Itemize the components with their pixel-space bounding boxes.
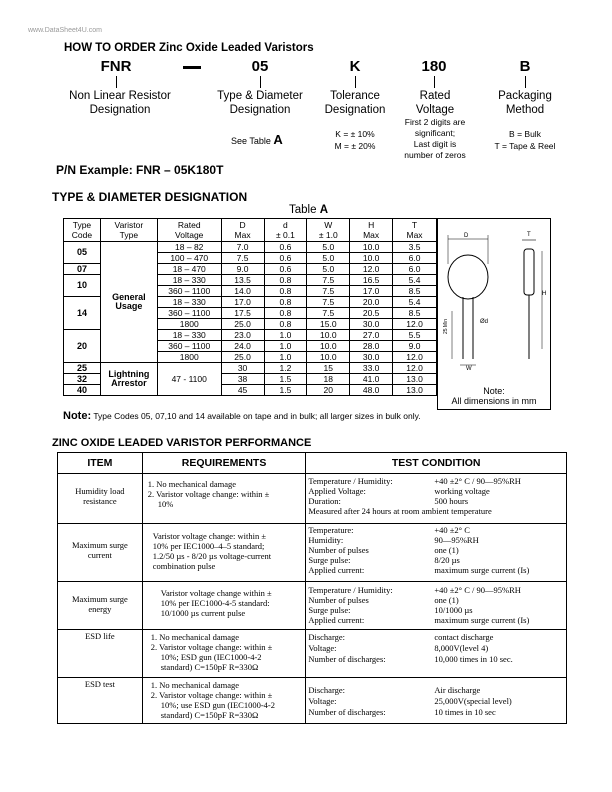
dim-label-W: W	[466, 366, 472, 372]
req-humidity: 1. No mechanical damage 2. Varistor voltage change: within ± 10%	[142, 474, 306, 524]
table-cell: 18 – 330	[157, 275, 221, 286]
table-cell: 16.5	[350, 275, 393, 286]
table-cell: 12.0	[350, 264, 393, 275]
table-cell: 0.8	[264, 297, 307, 308]
section-title-performance: ZINC OXIDE LEADED VARISTOR PERFORMANCE	[52, 437, 312, 449]
table-cell: 13.0	[393, 385, 437, 396]
req-esd-test: 1. No mechanical damage 2. Varistor voltage change: within ± 10%; use ESD gun (IEC1000-4-2 standard) C=150pF R=330Ω	[142, 678, 306, 724]
type-code-cell: 10	[64, 275, 101, 297]
type-code-cell: 40	[64, 385, 101, 396]
tick-5	[525, 76, 526, 88]
table-cell: 1.5	[264, 385, 307, 396]
cond-surge-current: Temperature: +40 ±2° C Humidity: 90—95%RH Number of pulses one (1) Surge pulse: 8/20 µs Applied current: maximum surge current (Is)	[306, 524, 567, 582]
table-a-note: Note: Type Codes 05, 07,10 and 14 available on tape and in bulk; all larger sizes in bulk only.	[63, 410, 421, 422]
dim-label-L: 25 Min	[443, 319, 449, 335]
table-cell: 12.0	[393, 319, 437, 330]
drawing-note: Note: All dimensions in mm	[451, 386, 537, 406]
section-title-type-diameter: TYPE & DIAMETER DESIGNATION	[52, 190, 248, 204]
varistor-outline-drawing	[438, 219, 550, 379]
tick-2	[260, 76, 261, 88]
table-cell: 5.4	[393, 275, 437, 286]
table-cell: 45	[221, 385, 264, 396]
table-cell: 1.0	[264, 352, 307, 363]
table-cell: 18 – 82	[157, 242, 221, 253]
th-rated-voltage: Rated Voltage	[157, 219, 221, 242]
lightning-arrestor-cell: Lightning Arrestor	[100, 363, 157, 396]
table-cell: 0.8	[264, 308, 307, 319]
table-cell: 5.4	[393, 297, 437, 308]
type-code-cell: 32	[64, 374, 101, 385]
table-cell: 0.8	[264, 319, 307, 330]
see-table-note: See Table A	[231, 132, 283, 147]
item-surge-energy: Maximum surge energy	[58, 582, 143, 630]
table-cell: 13.0	[393, 374, 437, 385]
code-packaging: B	[519, 58, 531, 75]
label-type-diameter: Type & Diameter Designation	[217, 90, 303, 116]
code-tolerance: K	[349, 58, 361, 75]
table-cell: 0.8	[264, 275, 307, 286]
th-item: ITEM	[58, 453, 143, 474]
table-cell: 0.6	[264, 242, 307, 253]
table-cell: 360 – 1100	[157, 308, 221, 319]
table-cell: 12.0	[393, 363, 437, 374]
th-varistor-type: Varistor Type	[100, 219, 157, 242]
table-cell: 7.5	[307, 286, 350, 297]
table-cell: 5.5	[393, 330, 437, 341]
th-d: d ± 0.1	[264, 219, 307, 242]
table-cell: 17.0	[221, 297, 264, 308]
th-test-condition: TEST CONDITION	[306, 453, 567, 474]
req-surge-current: Varistor voltage change: within ± 10% per IEC1000–4–5 standard; 1.2/50 µs - 8/20 µs voltage-current combination pulse	[142, 524, 306, 582]
label-rated-voltage: Rated Voltage	[415, 90, 455, 116]
table-cell: 9.0	[221, 264, 264, 275]
table-cell: 17.5	[221, 308, 264, 319]
type-code-cell: 14	[64, 297, 101, 330]
item-surge-current: Maximum surge current	[58, 524, 143, 582]
table-cell: 8.5	[393, 308, 437, 319]
table-cell: 7.5	[307, 275, 350, 286]
watermark: www.DataSheet4U.com	[28, 27, 102, 34]
table-cell: 33.0	[350, 363, 393, 374]
table-cell: 24.0	[221, 341, 264, 352]
type-code-cell: 05	[64, 242, 101, 264]
table-cell: 10.0	[350, 242, 393, 253]
table-a-caption: Table A	[289, 204, 329, 216]
table-cell: 41.0	[350, 374, 393, 385]
tick-3	[355, 76, 356, 88]
table-cell: 7.5	[221, 253, 264, 264]
item-esd-test: ESD test	[58, 678, 143, 724]
table-cell: 15.0	[307, 319, 350, 330]
table-cell: 360 – 1100	[157, 341, 221, 352]
th-H: H Max	[350, 219, 393, 242]
dim-label-H: H	[542, 291, 547, 297]
table-cell: 10.0	[350, 253, 393, 264]
table-cell: 9.0	[393, 341, 437, 352]
table-cell: 0.6	[264, 264, 307, 275]
table-cell: 7.0	[221, 242, 264, 253]
cond-humidity: Temperature / Humidity: +40 ±2° C / 90—95%RH Applied Voltage: working voltage Duration: 500 hours Measured after 24 hours at room ambient temperature	[306, 474, 567, 524]
table-cell: 3.5	[393, 242, 437, 253]
packaging-note: B = Bulk T = Tape & Reel	[494, 129, 556, 151]
table-cell: 12.0	[393, 352, 437, 363]
table-cell: 100 – 470	[157, 253, 221, 264]
table-cell: 7.5	[307, 297, 350, 308]
table-cell: 1.2	[264, 363, 307, 374]
table-cell: 0.8	[264, 286, 307, 297]
table-cell: 15	[307, 363, 350, 374]
dim-label-d: Ød	[480, 319, 489, 325]
table-cell: 30.0	[350, 319, 393, 330]
tick-1	[116, 76, 117, 88]
cond-esd-life: Discharge: contact discharge Voltage: 8,000V(level 4) Number of discharges: 10,000 times in 10 sec.	[306, 630, 567, 678]
req-esd-life: 1. No mechanical damage 2. Varistor voltage change: within ± 10%; ESD gun (IEC1000-4-2 standard) C=150pF R=330Ω	[142, 630, 306, 678]
code-type: 05	[251, 58, 269, 75]
voltage-note: First 2 digits are significant; Last digit is number of zeros	[404, 117, 466, 160]
table-cell: 18 – 330	[157, 297, 221, 308]
table-cell: 6.0	[393, 253, 437, 264]
table-cell: 360 – 1100	[157, 286, 221, 297]
type-code-cell: 25	[64, 363, 101, 374]
table-cell: 48.0	[350, 385, 393, 396]
table-cell: 17.0	[350, 286, 393, 297]
lightning-voltage-cell: 47 - 1100	[157, 363, 221, 396]
table-cell: 27.0	[350, 330, 393, 341]
dim-label-T: T	[527, 232, 531, 238]
dimension-drawing-box	[437, 218, 551, 410]
table-cell: 28.0	[350, 341, 393, 352]
table-cell: 18 – 470	[157, 264, 221, 275]
table-cell: 10.0	[307, 352, 350, 363]
table-cell: 30.0	[350, 352, 393, 363]
th-type-code: Type Code	[64, 219, 101, 242]
table-cell: 1800	[157, 319, 221, 330]
table-cell: 30	[221, 363, 264, 374]
type-code-cell: 20	[64, 330, 101, 363]
item-humidity: Humidity load resistance	[58, 474, 143, 524]
table-cell: 25.0	[221, 319, 264, 330]
label-tolerance: Tolerance Designation	[324, 90, 386, 116]
tolerance-note: K = ± 10% M = ± 20%	[334, 129, 376, 151]
item-esd-life: ESD life	[58, 630, 143, 678]
performance-table	[57, 452, 567, 724]
general-usage-cell: General Usage	[100, 242, 157, 363]
dim-label-D: D	[464, 233, 469, 239]
page-title: HOW TO ORDER Zinc Oxide Leaded Varistors	[64, 42, 314, 54]
th-D: D Max	[221, 219, 264, 242]
cond-surge-energy: Temperature / Humidity: +40 ±2° C / 90—95%RH Number of pulses one (1) Surge pulse: 10/1000 µs Applied current: maximum surge current (Is)	[306, 582, 567, 630]
table-cell: 1800	[157, 352, 221, 363]
table-cell: 8.5	[393, 286, 437, 297]
table-cell: 10.0	[307, 341, 350, 352]
code-dash	[183, 66, 201, 69]
cond-esd-test: Discharge: Air discharge Voltage: 25,000V(special level) Number of discharges: 10 times in 10 sec	[306, 678, 567, 724]
table-cell: 18 – 330	[157, 330, 221, 341]
pn-example: P/N Example: FNR – 05K180T	[56, 163, 224, 177]
table-cell: 23.0	[221, 330, 264, 341]
table-a	[63, 218, 437, 396]
table-cell: 38	[221, 374, 264, 385]
table-cell: 5.0	[307, 264, 350, 275]
th-W: W ± 1.0	[307, 219, 350, 242]
table-cell: 18	[307, 374, 350, 385]
table-cell: 20	[307, 385, 350, 396]
label-nlr: Non Linear Resistor Designation	[69, 90, 171, 116]
table-cell: 14.0	[221, 286, 264, 297]
table-cell: 20.0	[350, 297, 393, 308]
table-cell: 1.0	[264, 330, 307, 341]
tick-4	[434, 76, 435, 88]
table-cell: 1.5	[264, 374, 307, 385]
table-cell: 5.0	[307, 242, 350, 253]
code-voltage: 180	[421, 58, 447, 75]
table-cell: 1.0	[264, 341, 307, 352]
type-code-cell: 07	[64, 264, 101, 275]
table-cell: 5.0	[307, 253, 350, 264]
table-cell: 6.0	[393, 264, 437, 275]
table-cell: 10.0	[307, 330, 350, 341]
table-cell: 0.6	[264, 253, 307, 264]
req-surge-energy: Varistor voltage change within ± 10% per IEC1000-4-5 standard: 10/1000 µs current pulse	[142, 582, 306, 630]
table-cell: 7.5	[307, 308, 350, 319]
label-packaging: Packaging Method	[498, 90, 552, 116]
code-prefix: FNR	[100, 58, 132, 75]
th-T: T Max	[393, 219, 437, 242]
table-cell: 25.0	[221, 352, 264, 363]
th-requirements: REQUIREMENTS	[142, 453, 306, 474]
table-cell: 20.5	[350, 308, 393, 319]
table-cell: 13.5	[221, 275, 264, 286]
